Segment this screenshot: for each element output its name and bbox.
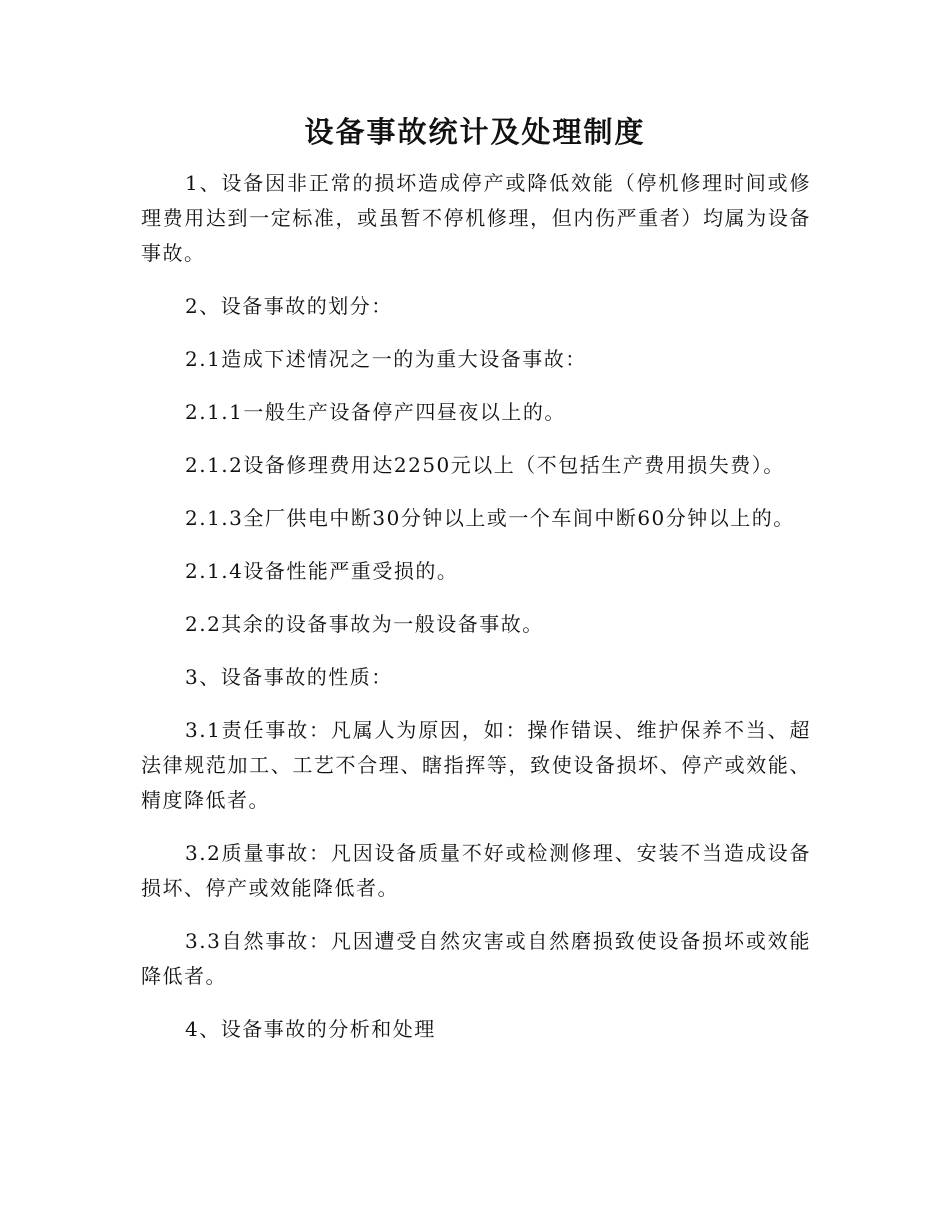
paragraph-2-1-3: 2.1.3全厂供电中断30分钟以上或一个车间中断60分钟以上的。 <box>185 506 795 530</box>
document-title: 设备事故统计及处理制度 <box>304 115 646 149</box>
paragraph-2-2: 2.2其余的设备事故为一般设备事故。 <box>185 612 544 636</box>
paragraph-3-2: 3.2质量事故：凡因设备质量不好或检测修理、安装不当造成设备损坏、停产或效能降低者。 <box>141 841 811 900</box>
paragraph-3-1: 3.1责任事故：凡属人为原因，如：操作错误、维护保养不当、超法律规范加工、工艺不合理、瞎指挥等，致使设备损坏、停产或效能、精度降低者。 <box>141 718 811 812</box>
paragraph-3-3: 3.3自然事故：凡因遭受自然灾害或自然磨损致使设备损坏或效能降低者。 <box>141 929 811 988</box>
paragraph-2: 2、设备事故的划分： <box>185 294 393 318</box>
paragraph-4: 4、设备事故的分析和处理 <box>185 1017 436 1041</box>
paragraph-2-1-2: 2.1.2设备修理费用达2250元以上（不包括生产费用损失费）。 <box>185 453 785 477</box>
paragraph-3: 3、设备事故的性质： <box>185 665 393 689</box>
paragraph-2-1: 2.1造成下述情况之一的为重大设备事故： <box>185 347 587 371</box>
document-body <box>141 166 811 1065</box>
paragraph-2-1-1: 2.1.1一般生产设备停产四昼夜以上的。 <box>185 400 566 424</box>
paragraph-1: 1、设备因非正常的损坏造成停产或降低效能（停机修理时间或修理费用达到一定标准，或虽暂不停机修理，但内伤严重者）均属为设备事故。 <box>141 171 811 265</box>
paragraph-2-1-4: 2.1.4设备性能严重受损的。 <box>185 559 459 583</box>
